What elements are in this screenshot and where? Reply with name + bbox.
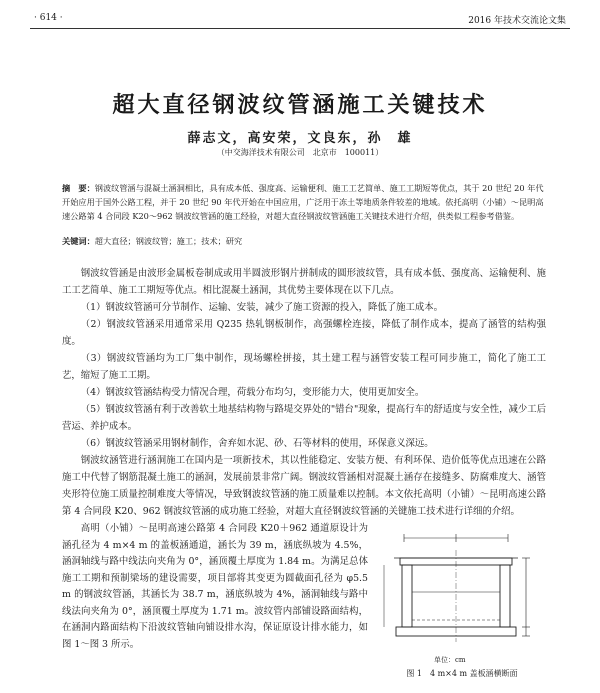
keywords-label: 关键词： [62,236,95,246]
paragraph: （4）钢波纹管涵结构受力情况合理，荷载分布均匀，变形能力大，使用更加安全。 [80,387,425,398]
abstract-label: 摘 要： [62,183,95,193]
paragraph: 钢波纹管涵是由波形金属板卷制成或用半圆波形钢片拼制成的圆形波纹管，具有成本低、强度高、运输便利、施工工艺简单、施工工期短等优点。相比混凝土涵洞，其优势主要体现在以下几点。 [62,268,546,296]
page-header [30,10,570,29]
paragraph: （1）钢波纹管涵可分节制作、运输、安装，减少了施工资源的投入，降低了施工成本。 [80,302,444,313]
figure-unit-label: 单位：cm [434,656,466,664]
paper-title: 超大直径钢波纹管涵施工关键技术 [112,92,488,118]
figure-1 [376,528,548,678]
paragraph: （2）钢波纹管涵采用通常采用 Q235 热轧钢板制作，高强螺栓连接，降低了制作成本，提高了涵管的结构强度。 [62,319,546,347]
culvert-cross-section-drawing [376,528,548,653]
keywords-text: 超大直径；钢波纹管；施工；技术；研究 [94,236,243,246]
abstract [62,181,546,223]
journal-name: 2016 年技术交流论文集 [468,16,566,26]
paragraph: 钢波纹涵管进行涵洞施工在国内是一项新技术，其以性能稳定、安装方便、有利环保、造价低等优点迅速在公路施工中代替了钢筋混凝土施工的涵洞，发展前景非常广阔。钢波纹管涵相对混凝土涵存在接缝多、防腐难度大、涵管夹形符位施工质量控制难度大等情况，导致钢波纹管涵的施工质量难以控制。本文依托高明（小铺）～昆明高速公路第 4 合同段 K20、962 钢波纹管涵的成功施工经验，对超大直径钢波纹管涵的关键施工技术进行详细的介绍。 [62,455,546,517]
paragraph: 高明（小铺）～昆明高速公路第 4 合同段 K20＋962 通道原设计为涵孔径为 4 m×4 m 的盖板涵通道，涵长为 39 m，涵底纵坡为 4.5%，涵洞轴线与路中线法向夹角为 0°，涵顶覆土厚度为 1.84 m。为满足总体施工工期和预制梁场的建设需要，项目部将其变更为圆截面孔径为 φ5.5 m 的钢波纹管涵，其涵长为 38.7 m，涵底纵坡为 4%，涵洞轴线与路中线法向夹角为 0°，涵顶覆土厚度为 1.71 m。波纹管内部铺设路面结构，在涵洞内路面结构下沿波纹管轴向铺设排水沟，保证原设计排水能力，如图 1～图 3 所示。 [62,523,368,650]
paragraph: （5）钢波纹管涵有利于改善软土地基结构物与路堤交界处的"错台"现象，提高行车的舒适度与安全性，减少工后营运、养护成本。 [62,404,546,432]
page-number: · 614 · [34,13,63,23]
figure-caption: 图 1 4 m×4 m 盖板涵横断面 [406,669,518,678]
abstract-text: 钢波纹管涵与混凝土涵洞相比，具有成本低、强度高、运输便利、施工工艺简单、施工工期短等优点，其于 20 世纪 20 年代开始应用于国外公路工程，并于 20 世纪 90 年代开始在中国应用，广泛用于冻土等地质条件较差的地域。依托高明（小铺）～昆明高速公路第 4 合同段 K20～962 钢波纹管涵的施工经验，对超大直径钢波纹管涵施工关键技术进行介绍，供类似工程参考借鉴。 [62,183,544,221]
paragraph: （3）钢波纹管涵均为工厂集中制作，现场螺栓拼接，其土建工程与涵管安装工程可同步施工，简化了施工工艺，缩短了施工工期。 [62,353,546,381]
keywords [62,236,546,247]
body-text [62,265,546,520]
paragraph: （6）钢波纹管涵采用钢材制作，舍弃如水泥、砂、石等材料的使用，环保意义深远。 [80,438,434,449]
affiliation: （中交海洋技术有限公司 北京市 100011） [216,148,384,157]
left-column-text [62,521,368,653]
authors: 薛志文，高安荣，文良东，孙 雄 [187,131,413,146]
